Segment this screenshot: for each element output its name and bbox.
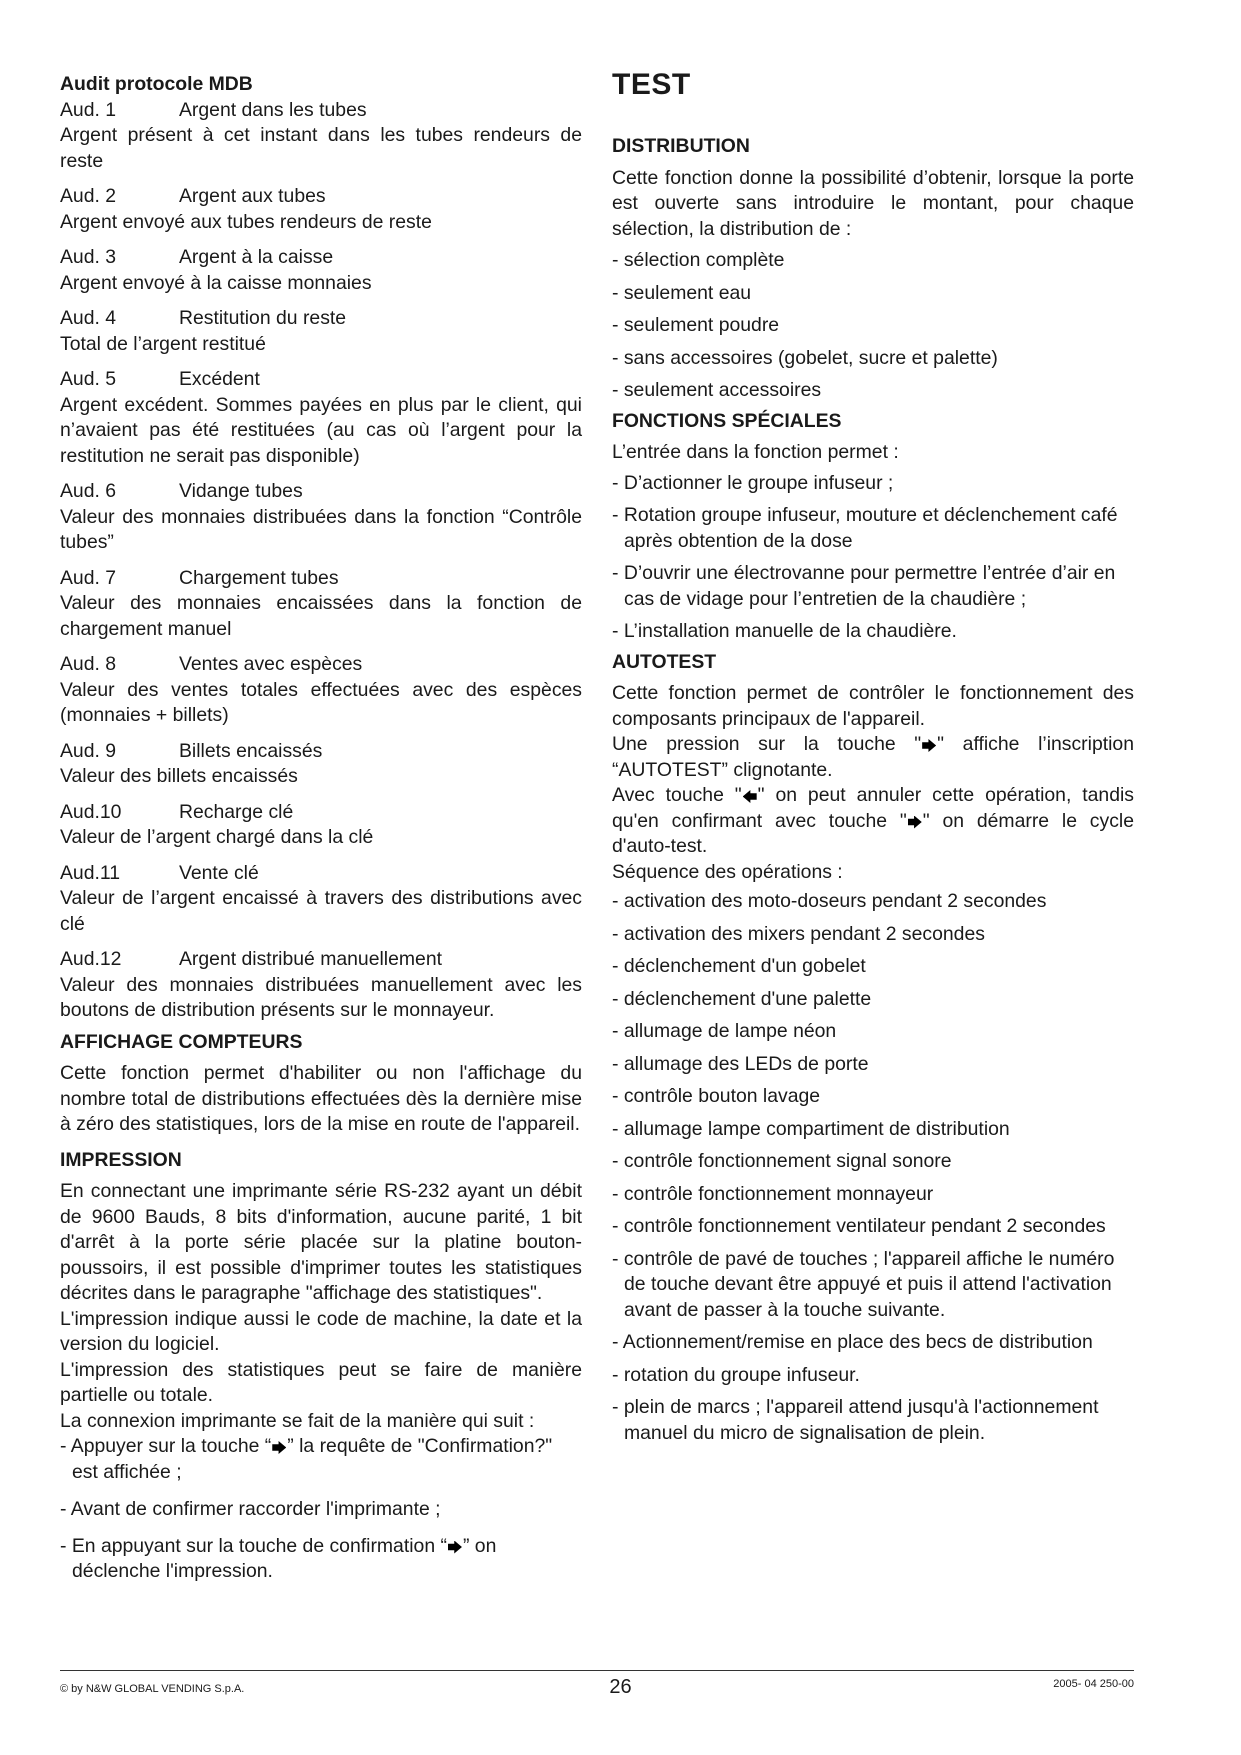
audit-description: Valeur des monnaies distribuées dans la fonction “Contrôle tubes”	[60, 505, 582, 553]
distribution-item: - sélection complète	[612, 249, 785, 271]
audit-description: Total de l’argent restitué	[60, 332, 266, 355]
right-arrow-key-icon	[922, 739, 936, 752]
footer-divider	[60, 1670, 1134, 1671]
fonction-item: - D’ouvrir une électrovanne pour permettre l’entrée d’air en cas de vidage pour l’entretien de la chaudière ;	[612, 562, 1116, 610]
audit-entry	[60, 245, 582, 296]
autotest-title: AUTOTEST	[612, 650, 717, 673]
audit-entry	[60, 479, 582, 556]
audit-description: Argent envoyé aux tubes rendeurs de reste	[60, 210, 432, 233]
page-number: 26	[609, 1676, 632, 1698]
autotest-step: - contrôle de pavé de touches ; l'appareil affiche le numéro de touche devant être appuyé et puis il attend l'activation avant de passer à la touche suivante.	[612, 1247, 1115, 1321]
audit-code: Aud. 4	[60, 307, 117, 329]
audit-code: Aud.10	[60, 800, 122, 823]
audit-entry-header	[60, 98, 582, 124]
audit-entry	[60, 306, 582, 357]
distribution-item: - seulement poudre	[612, 314, 780, 336]
distribution-item: - sans accessoires (gobelet, sucre et palette)	[612, 346, 998, 369]
audit-entry	[60, 947, 582, 1024]
audit-code: Aud. 2	[60, 185, 117, 207]
impression-paragraph: L'impression indique aussi le code de machine, la date et la version du logiciel.	[60, 1307, 582, 1355]
autotest-step: - activation des moto-doseurs pendant 2 secondes	[612, 890, 1047, 912]
autotest-step: - déclenchement d'une palette	[612, 987, 872, 1010]
impression-step	[60, 1434, 582, 1485]
audit-code: Aud.11	[60, 861, 121, 884]
audit-section-title: Audit protocole MDB	[60, 73, 253, 95]
audit-entry-header	[60, 566, 582, 592]
impression-paragraph: L'impression des statistiques peut se faire de manière partielle ou totale.	[60, 1358, 582, 1406]
audit-entry	[60, 861, 582, 938]
autotest-step: - allumage lampe compartiment de distribution	[612, 1117, 1010, 1140]
autotest-text: " affiche l’inscription “AUTOTEST” clignotante.	[612, 733, 1134, 781]
impression-step	[60, 1534, 582, 1585]
audit-title: Recharge clé	[179, 800, 294, 823]
audit-entry-header	[60, 652, 582, 678]
audit-title: Argent aux tubes	[179, 185, 326, 207]
audit-entry-header	[60, 184, 582, 210]
autotest-step: - contrôle fonctionnement ventilateur pendant 2 secondes	[612, 1215, 1106, 1237]
test-title: TEST	[612, 68, 691, 101]
audit-description: Valeur des ventes totales effectuées avec des espèces (monnaies + billets)	[60, 678, 582, 726]
autotest-text: Une pression sur la touche "	[612, 733, 922, 755]
audit-code: Aud. 5	[60, 368, 117, 390]
distribution-text: Cette fonction donne la possibilité d’obtenir, lorsque la porte est ouverte sans introduire le montant, pour chaque sélection, la distribution de :	[612, 166, 1134, 240]
impression-paragraph: En connectant une imprimante série RS-232 ayant un débit de 9600 Bauds, 8 bits d'information, aucune parité, 1 bit d'arrêt à la porte série placée sur la platine bouton-poussoirs, il est possible d'imprimer toutes les statistiques décrites dans le paragraphe "affichage des statistiques".	[60, 1180, 582, 1304]
autotest-step: - rotation du groupe infuseur.	[612, 1363, 860, 1386]
audit-code: Aud. 9	[60, 739, 117, 762]
audit-entry	[60, 184, 582, 235]
distribution-title: DISTRIBUTION	[612, 135, 750, 157]
audit-entry-header	[60, 367, 582, 393]
audit-title: Excédent	[179, 368, 260, 390]
audit-code: Aud. 3	[60, 246, 117, 268]
audit-description: Argent présent à cet instant dans les tubes rendeurs de reste	[60, 124, 582, 172]
autotest-step: - contrôle bouton lavage	[612, 1085, 821, 1107]
audit-title: Billets encaissés	[179, 739, 323, 762]
audit-entry	[60, 98, 582, 175]
fonction-item: - D’actionner le groupe infuseur ;	[612, 471, 894, 494]
audit-entry-header	[60, 479, 582, 505]
fonction-item: - L’installation manuelle de la chaudière.	[612, 620, 957, 642]
footer-copyright: © by N&W GLOBAL VENDING S.p.A.	[60, 1683, 245, 1695]
audit-title: Vidange tubes	[179, 480, 303, 502]
impression-title: IMPRESSION	[60, 1148, 182, 1171]
audit-code: Aud.12	[60, 948, 122, 970]
autotest-step: - plein de marcs ; l'appareil attend jusqu'à l'actionnement manuel du micro de signalisation de plein.	[612, 1396, 1099, 1444]
audit-description: Valeur des monnaies distribuées manuellement avec les boutons de distribution présents sur le monnayeur.	[60, 973, 582, 1021]
audit-entry-header	[60, 800, 582, 826]
autotest-step: - allumage de lampe néon	[612, 1020, 837, 1042]
autotest-text: " on démarre le cycle d'auto-test.	[612, 809, 1134, 857]
audit-description: Argent excédent. Sommes payées en plus par le client, qui n’avaient pas été restituées (au cas où l’argent pour la restitution ne serait pas disponible)	[60, 393, 582, 467]
distribution-item: - seulement eau	[612, 281, 752, 304]
autotest-step: - Actionnement/remise en place des becs de distribution	[612, 1331, 1093, 1353]
step-text: ” la requête de "Confirmation?" est affichée ;	[72, 1435, 553, 1483]
right-column	[612, 68, 1134, 1453]
audit-entry-header	[60, 245, 582, 271]
audit-entry	[60, 652, 582, 729]
left-arrow-key-icon	[743, 790, 757, 803]
fonction-item: - Rotation groupe infuseur, mouture et déclenchement café après obtention de la dose	[612, 504, 1118, 552]
audit-title: Argent distribué manuellement	[179, 948, 442, 970]
audit-entry	[60, 800, 582, 851]
step-text: - Appuyer sur la touche “	[60, 1435, 272, 1457]
audit-title: Chargement tubes	[179, 566, 339, 589]
audit-title: Restitution du reste	[179, 307, 347, 329]
autotest-paragraph: Séquence des opérations :	[612, 860, 843, 883]
audit-description: Valeur de l’argent encaissé à travers des distributions avec clé	[60, 887, 582, 935]
audit-code: Aud. 1	[60, 98, 117, 121]
audit-entry	[60, 367, 582, 469]
distribution-list	[612, 248, 1134, 404]
step-text: - En appuyant sur la touche de confirmation “	[60, 1534, 447, 1557]
autotest-step: - contrôle fonctionnement monnayeur	[612, 1182, 934, 1205]
audit-description: Valeur des monnaies encaissées dans la fonction de chargement manuel	[60, 592, 582, 640]
right-arrow-key-icon	[272, 1441, 286, 1454]
autotest-step: - activation des mixers pendant 2 secondes	[612, 922, 985, 945]
step-text: ” on déclenche l'impression.	[72, 1534, 497, 1582]
audit-code: Aud. 7	[60, 566, 117, 589]
audit-code: Aud. 8	[60, 653, 117, 675]
document-code: 2005- 04 250-00	[1053, 1678, 1134, 1690]
audit-title: Argent à la caisse	[179, 246, 334, 268]
autotest-paragraph: Cette fonction permet de contrôler le fonctionnement des composants principaux de l'appareil.	[612, 682, 1134, 730]
autotest-paragraph	[612, 732, 1134, 783]
autotest-step: - allumage des LEDs de porte	[612, 1052, 869, 1075]
audit-code: Aud. 6	[60, 480, 117, 502]
autotest-list	[612, 889, 1134, 1446]
affichage-title: AFFICHAGE COMPTEURS	[60, 1030, 303, 1053]
audit-entry	[60, 566, 582, 643]
audit-description: Argent envoyé à la caisse monnaies	[60, 271, 372, 294]
right-arrow-key-icon	[448, 1541, 462, 1554]
audit-entry-header	[60, 306, 582, 332]
fonctions-intro: L’entrée dans la fonction permet :	[612, 441, 899, 463]
audit-description: Valeur de l’argent chargé dans la clé	[60, 826, 374, 848]
fonctions-title: FONCTIONS SPÉCIALES	[612, 409, 842, 432]
audit-description: Valeur des billets encaissés	[60, 765, 298, 787]
audit-entry	[60, 739, 582, 790]
impression-paragraph: La connexion imprimante se fait de la manière qui suit :	[60, 1409, 535, 1432]
audit-entry-header	[60, 861, 582, 887]
right-arrow-key-icon	[908, 816, 922, 829]
autotest-paragraph	[612, 783, 1134, 860]
autotest-text: " on peut annuler cette opération, tandis qu'en confirmant avec touche "	[612, 784, 1134, 832]
audit-entry-header	[60, 739, 582, 765]
distribution-item: - seulement accessoires	[612, 379, 822, 401]
impression-step: - Avant de confirmer raccorder l'imprimante ;	[60, 1497, 441, 1520]
audit-title: Vente clé	[179, 861, 259, 884]
left-column	[60, 72, 582, 1596]
affichage-text: Cette fonction permet d'habiliter ou non l'affichage du nombre total de distributions effectuées dès la dernière mise à zéro des statistiques, lors de la mise en route de l'appareil.	[60, 1062, 582, 1135]
audit-list	[60, 98, 582, 1024]
audit-title: Argent dans les tubes	[179, 98, 367, 121]
audit-entry-header	[60, 947, 582, 973]
audit-title: Ventes avec espèces	[179, 653, 363, 675]
fonctions-list	[612, 471, 1134, 645]
autotest-text: Avec touche "	[612, 784, 742, 806]
autotest-step: - contrôle fonctionnement signal sonore	[612, 1150, 952, 1172]
autotest-step: - déclenchement d'un gobelet	[612, 955, 866, 977]
